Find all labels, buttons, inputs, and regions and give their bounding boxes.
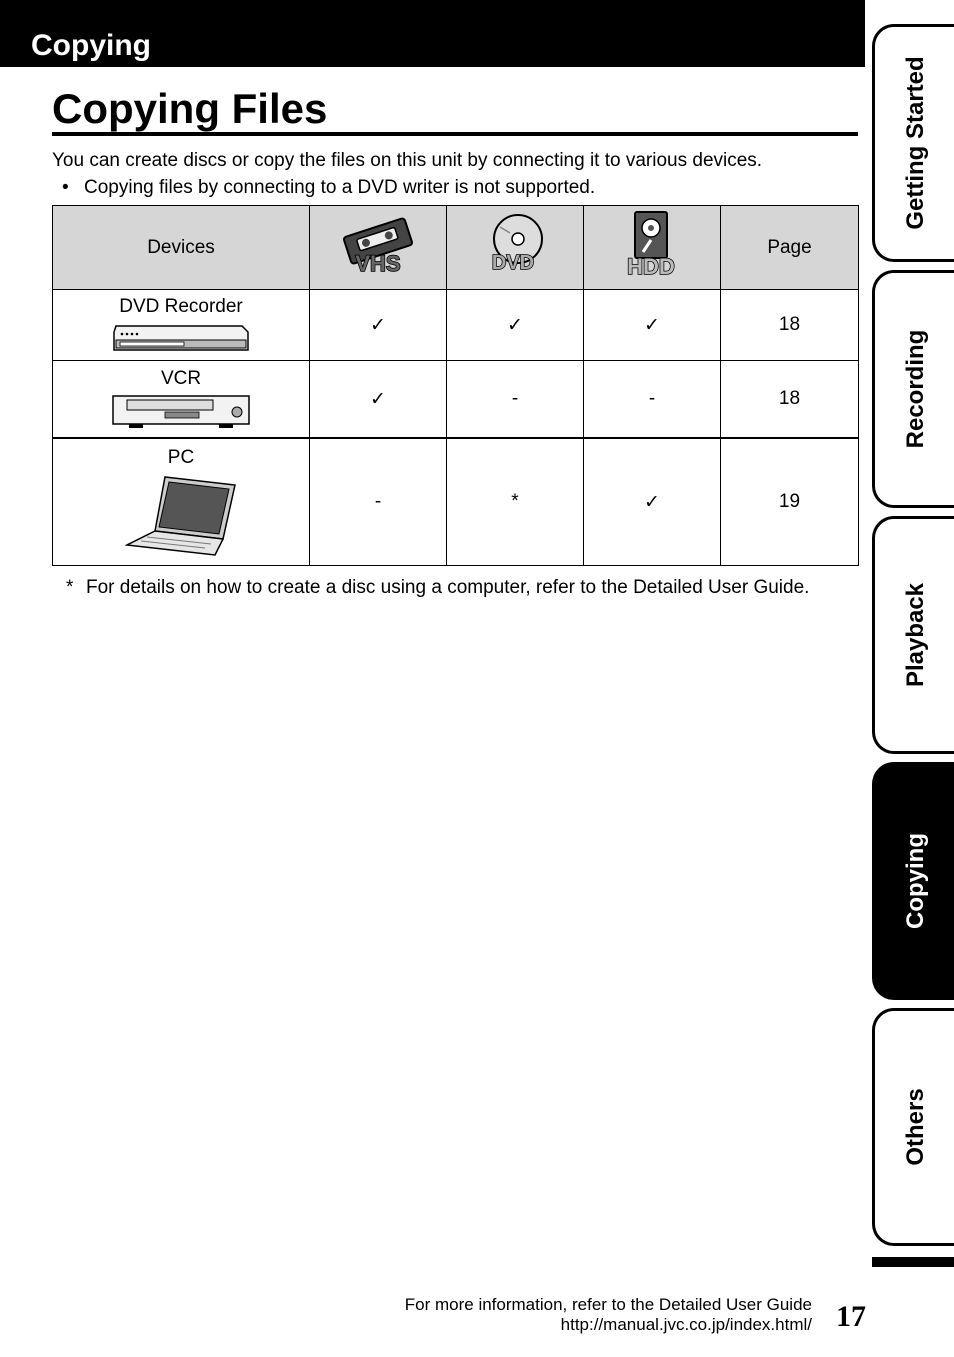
copy-devices-table [52,205,859,566]
tab-label: Recording [902,329,929,449]
dvd-cell: ✓ [447,290,584,361]
device-name: VCR [160,368,202,389]
table-row [53,290,859,361]
bullet-text: Copying files by connecting to a DVD writer is not supported. [84,177,596,198]
header-hdd [584,206,721,290]
vhs-tape-icon [338,213,418,277]
header-dvd [447,206,584,290]
footnote [66,575,836,600]
hdd-cell: - [584,361,721,439]
page-cell: 19 [721,438,859,566]
table-row [53,361,859,439]
tab-label: Getting Started [902,56,929,230]
hdd-cell: ✓ [584,290,721,361]
bullet-marker: • [62,177,69,198]
table-row [53,438,859,566]
bullet-note [62,176,852,199]
header-devices: Devices [53,206,310,290]
dvd-recorder-icon [112,322,250,354]
page-number: 17 [836,1300,866,1333]
page-cell: 18 [721,290,859,361]
vhs-cell: ✓ [310,290,447,361]
vhs-cell: - [310,438,447,566]
device-cell [53,438,310,566]
dvd-cell: - [447,361,584,439]
vhs-cell: ✓ [310,361,447,439]
title-rule [52,132,858,136]
section-header-title: Copying [31,29,151,62]
tab-label: Playback [902,582,929,688]
dvd-cell: * [447,438,584,566]
intro-text: You can create discs or copy the files on this unit by connecting it to various devices. [52,150,763,171]
tab-getting-started[interactable] [872,24,954,262]
footer-guide-text: For more information, refer to the Detailed User Guide [404,1295,812,1314]
tab-copying[interactable] [872,762,954,1000]
table-header-row [53,206,859,290]
tab-bottom-bar [872,1257,954,1267]
tab-others[interactable] [872,1008,954,1246]
header-page: Page [721,206,859,290]
device-cell [53,290,310,361]
footnote-text: For details on how to create a disc using a computer, refer to the Detailed User Guide. [86,577,810,598]
page-cell: 18 [721,361,859,439]
device-cell [53,361,310,439]
device-name: DVD Recorder [119,296,243,317]
hdd-cell: ✓ [584,438,721,566]
tab-label: Others [902,1088,929,1166]
page-footer [405,1295,812,1335]
vhs-label: VHS [355,250,401,276]
vcr-icon [111,394,251,430]
page-title: Copying Files [52,85,328,132]
section-header-bar [0,0,865,67]
tab-recording[interactable] [872,270,954,508]
header-vhs [310,206,447,290]
dvd-label: DVD [491,251,535,274]
device-name: PC [167,447,195,468]
dvd-disc-icon [480,213,550,277]
footnote-marker: * [66,577,74,598]
hdd-label: HDD [627,253,675,279]
hdd-drive-icon [617,210,687,280]
tab-playback[interactable] [872,516,954,754]
footer-url: http://manual.jvc.co.jp/index.html/ [560,1315,812,1334]
tab-label: Copying [902,833,929,929]
laptop-pc-icon [125,473,237,557]
